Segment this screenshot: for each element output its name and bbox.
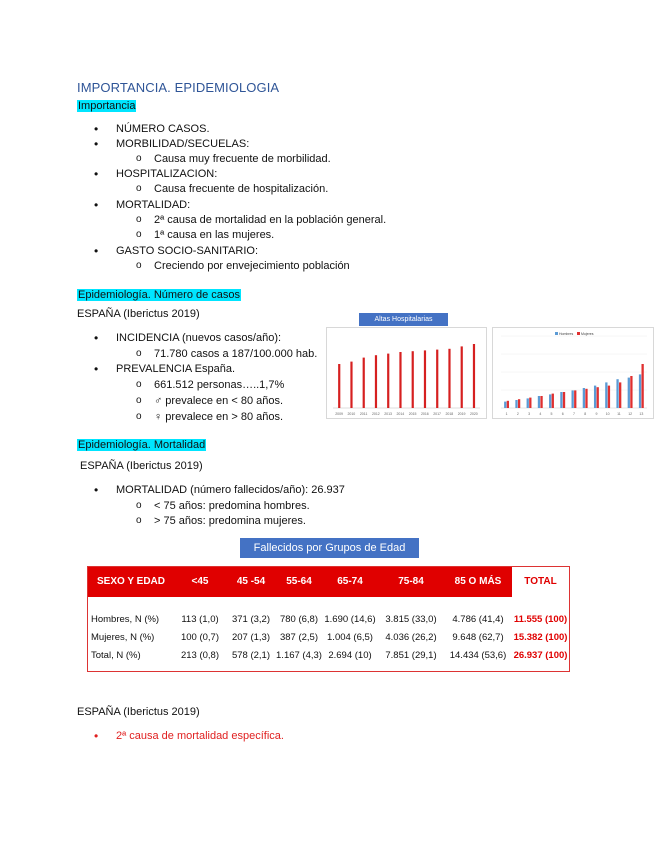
- list-item: • HOSPITALIZACION:: [116, 168, 217, 180]
- chart-bar-hombres: [616, 379, 618, 408]
- table-header-cell: SEXO Y EDAD: [97, 576, 165, 587]
- chart-bar-hombres: [538, 396, 540, 408]
- chart-bar-mujeres: [574, 390, 576, 408]
- chart-tick-label: 2019: [457, 412, 466, 416]
- chart-bar-hombres: [572, 390, 574, 408]
- section-heading-importancia: Importancia: [78, 100, 136, 112]
- chart-bar: [473, 344, 475, 408]
- sub-list-item: o Creciendo por envejecimiento población: [154, 260, 350, 272]
- table-header-cell: 45 -54: [236, 576, 266, 587]
- list-item: • MORTALIDAD:: [116, 199, 190, 211]
- source-text: ESPAÑA (Iberictus 2019): [80, 460, 203, 472]
- chart-bar: [436, 350, 438, 408]
- chart-bar-hombres: [594, 386, 596, 408]
- table-cell: 207 (1,3): [231, 632, 271, 643]
- table-cell: 371 (3,2): [231, 614, 271, 625]
- table-cell: 7.851 (29,1): [385, 650, 437, 661]
- table-cell: 780 (6,8): [279, 614, 319, 625]
- list-item: • GASTO SOCIO-SANITARIO:: [116, 245, 258, 257]
- page-title: IMPORTANCIA. EPIDEMIOLOGIA: [77, 80, 280, 95]
- table-header-cell: 75-84: [398, 576, 424, 587]
- chart-tick-label: 1: [505, 412, 508, 416]
- chart-bar: [387, 354, 389, 408]
- table-row: [88, 629, 569, 647]
- table-cell: 4.786 (41,4): [452, 614, 504, 625]
- table-cell: 1.004 (6,5): [327, 632, 373, 643]
- table-cell-total: 11.555 (100): [513, 614, 568, 625]
- chart-bar: [424, 350, 426, 408]
- table-cell: 387 (2,5): [279, 632, 319, 643]
- chart-bar-mujeres: [597, 387, 599, 408]
- chart-bar-hombres: [639, 374, 641, 408]
- table-cell: 1.167 (4,3): [276, 650, 322, 661]
- chart-legend-swatch: [577, 332, 580, 335]
- sub-list-item: o ♀ prevalece en > 80 años.: [154, 411, 283, 423]
- chart-tick-label: 2013: [384, 412, 393, 416]
- chart-bar-mujeres: [507, 401, 509, 408]
- chart-bar-hombres: [628, 378, 630, 408]
- chart-tick-label: 7: [573, 412, 575, 416]
- chart-bar-mujeres: [585, 389, 587, 408]
- chart-bar-mujeres: [552, 394, 554, 408]
- table-cell-total: 15.382 (100): [513, 632, 568, 643]
- table-cell: 213 (0,8): [180, 650, 220, 661]
- chart-bar-hombres: [515, 400, 517, 408]
- chart-bar-mujeres: [563, 392, 565, 408]
- chart-tick-label: 2: [516, 412, 519, 416]
- chart-altas-svg: [327, 328, 486, 418]
- chart-bar: [461, 346, 463, 408]
- sub-list-item: o 71.780 casos a 187/100.000 hab.: [154, 348, 317, 360]
- chart-tick-label: 8: [584, 412, 587, 416]
- table-header-cell: TOTAL: [512, 567, 569, 597]
- list-item: • 2ª causa de mortalidad específica.: [116, 730, 284, 742]
- list-item: • MORBILIDAD/SECUELAS:: [116, 138, 249, 150]
- chart-tick-label: 3: [528, 412, 531, 416]
- chart-bar: [350, 362, 352, 408]
- table-cell: 100 (0,7): [180, 632, 220, 643]
- section-heading-casos: Epidemiología. Número de casos: [78, 289, 241, 301]
- chart-sexo-svg: [493, 328, 653, 418]
- table-cell: 113 (1,0): [181, 614, 219, 625]
- table-cell: 578 (2,1): [231, 650, 271, 661]
- table-cell: Total, N (%): [91, 650, 141, 661]
- chart-tick-label: 12: [628, 412, 633, 416]
- chart-legend-label: Hombres: [559, 332, 574, 336]
- sub-list-item: o 2ª causa de mortalidad en la población general.: [154, 214, 386, 226]
- sub-list-item: o 661.512 personas…..1,7%: [154, 379, 284, 391]
- chart-tick-label: 4: [539, 412, 542, 416]
- chart-tick-label: 2009: [335, 412, 344, 416]
- table-caption: Fallecidos por Grupos de Edad: [240, 538, 419, 558]
- chart-bar-hombres: [583, 388, 585, 408]
- chart-tick-label: 5: [550, 412, 553, 416]
- section-heading-mortalidad: Epidemiología. Mortalidad: [78, 439, 206, 451]
- chart-bar-mujeres: [529, 398, 531, 408]
- chart-tick-label: 6: [561, 412, 564, 416]
- chart-tick-label: 2012: [371, 412, 380, 416]
- list-item: • INCIDENCIA (nuevos casos/año):: [116, 332, 281, 344]
- table-row: [88, 647, 569, 665]
- chart-bar: [399, 352, 401, 408]
- sub-list-item: o > 75 años: predomina mujeres.: [154, 515, 306, 527]
- table-cell-total: 26.937 (100): [513, 650, 568, 661]
- chart-legend-swatch: [555, 332, 558, 335]
- table-row: [88, 611, 569, 629]
- table-cell: Mujeres, N (%): [91, 632, 155, 643]
- chart-altas-hospitalarias: [326, 327, 487, 419]
- table-header-cell: <45: [191, 576, 209, 587]
- sub-list-item: o Causa frecuente de hospitalización.: [154, 183, 328, 195]
- chart-bar-mujeres: [630, 376, 632, 408]
- chart-tick-label: 9: [595, 412, 598, 416]
- table-cell: 14.434 (53,6): [449, 650, 507, 661]
- list-item: • NÚMERO CASOS.: [116, 123, 210, 135]
- chart-bar: [448, 349, 450, 408]
- chart-bar-hombres: [605, 382, 607, 408]
- chart-bar: [363, 358, 365, 408]
- chart-tick-label: 2010: [347, 412, 356, 416]
- chart-tick-label: 13: [639, 412, 644, 416]
- chart-bar-mujeres: [641, 364, 643, 408]
- chart-bar-hombres: [504, 402, 506, 408]
- table-cell: 4.036 (26,2): [385, 632, 437, 643]
- chart-bar-mujeres: [608, 386, 610, 408]
- chart-title: Altas Hospitalarias: [359, 313, 448, 326]
- mortality-table: [87, 566, 570, 672]
- chart-tick-label: 2020: [469, 412, 478, 416]
- chart-bar: [375, 355, 377, 408]
- chart-bar-hombres: [527, 398, 529, 408]
- chart-bar-mujeres: [518, 399, 520, 408]
- chart-sexo: [492, 327, 654, 419]
- chart-bar: [412, 351, 414, 408]
- table-header: [88, 567, 569, 599]
- chart-legend-label: Mujeres: [581, 332, 594, 336]
- table-cell: 2.694 (10): [328, 650, 372, 661]
- sub-list-item: o 1ª causa en las mujeres.: [154, 229, 274, 241]
- sub-list-item: o Causa muy frecuente de morbilidad.: [154, 153, 331, 165]
- chart-bar-mujeres: [619, 382, 621, 408]
- list-item: • MORTALIDAD (número fallecidos/año): 26.937: [116, 484, 345, 496]
- table-cell: 3.815 (33,0): [385, 614, 437, 625]
- chart-tick-label: 2017: [433, 412, 442, 416]
- chart-bar-hombres: [549, 394, 551, 408]
- table-header-cell: 85 O MÁS: [454, 576, 502, 587]
- table-header-cell: 65-74: [337, 576, 363, 587]
- chart-tick-label: 11: [617, 412, 621, 416]
- chart-tick-label: 2015: [408, 412, 417, 416]
- source-text: ESPAÑA (Iberictus 2019): [77, 706, 200, 718]
- chart-tick-label: 2018: [445, 412, 454, 416]
- source-text: ESPAÑA (Iberictus 2019): [77, 308, 200, 320]
- chart-bar-mujeres: [540, 396, 542, 408]
- table-cell: 1.690 (14,6): [324, 614, 376, 625]
- chart-bar-hombres: [560, 392, 562, 408]
- table-cell: 9.648 (62,7): [452, 632, 504, 643]
- table-header-cell: 55-64: [286, 576, 312, 587]
- sub-list-item: o ♂ prevalece en < 80 años.: [154, 395, 283, 407]
- chart-tick-label: 2011: [359, 412, 368, 416]
- chart-tick-label: 2016: [420, 412, 429, 416]
- table-cell: Hombres, N (%): [91, 614, 160, 625]
- list-item: • PREVALENCIA España.: [116, 363, 235, 375]
- chart-tick-label: 10: [605, 412, 610, 416]
- sub-list-item: o < 75 años: predomina hombres.: [154, 500, 310, 512]
- chart-bar: [338, 364, 340, 408]
- chart-tick-label: 2014: [396, 412, 405, 416]
